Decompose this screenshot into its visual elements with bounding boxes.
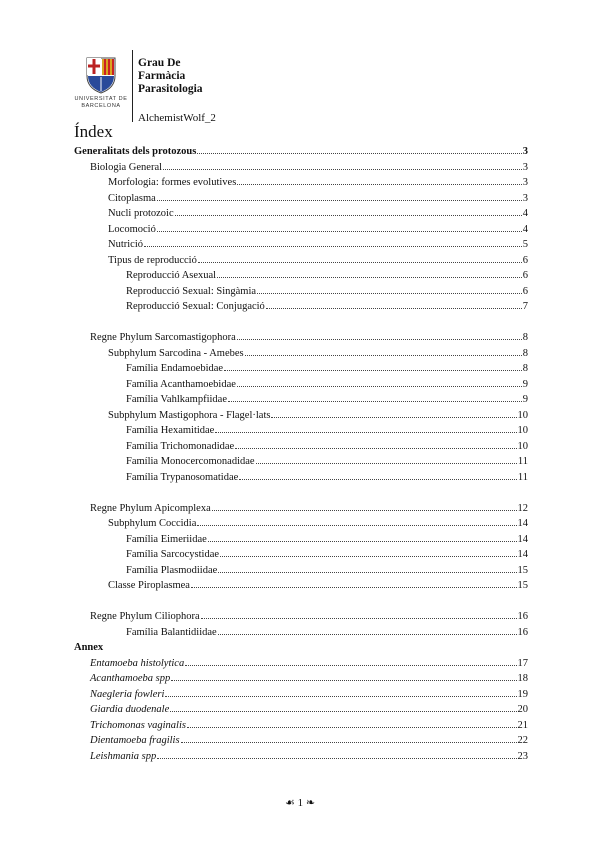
toc-page-number: 6 <box>522 270 528 281</box>
header-text <box>138 57 216 124</box>
toc-entry-title: Família Plasmodiidae <box>126 564 218 576</box>
toc-dot-leader <box>228 401 522 402</box>
toc-page-number: 12 <box>517 502 528 514</box>
toc-entry-title: Reproducció Asexual <box>126 270 217 281</box>
toc-dot-leader <box>157 231 522 232</box>
toc-spacer <box>74 487 528 503</box>
toc-entry-title: Família Balantidiidae <box>126 626 217 638</box>
toc-entry[interactable] <box>74 503 528 519</box>
toc-entry-title: Trichomonas vaginalis <box>90 719 186 731</box>
toc-entry[interactable] <box>74 720 528 736</box>
toc-page-number: 11 <box>517 456 528 467</box>
toc-page-number: 7 <box>522 301 528 312</box>
toc-dot-leader <box>271 417 516 418</box>
toc-entry[interactable] <box>74 751 528 767</box>
toc-dot-leader <box>245 355 522 356</box>
toc-dot-leader <box>217 277 522 278</box>
toc-dot-leader <box>181 742 517 743</box>
toc-page-number: 3 <box>522 161 528 173</box>
toc-entry-title: Biologia General <box>90 161 163 173</box>
toc-page-number: 18 <box>517 673 528 684</box>
toc-entry[interactable] <box>74 332 528 348</box>
toc-entry-title: Giardia duodenale <box>90 704 170 715</box>
toc-entry-title: Subphylum Sarcodina - Amebes <box>108 347 244 359</box>
toc-page-number: 3 <box>522 177 528 188</box>
toc-dot-leader <box>212 510 517 511</box>
university-logo <box>74 56 128 112</box>
toc-page-number: 21 <box>517 719 528 731</box>
toc-entry[interactable] <box>74 162 528 178</box>
toc-entry[interactable] <box>74 177 528 193</box>
toc-entry-title: Entamoeba histolytica <box>90 657 185 669</box>
toc-spacer <box>74 596 528 612</box>
toc-dot-leader <box>266 308 522 309</box>
toc-entry[interactable] <box>74 193 528 209</box>
toc-section-heading <box>74 642 528 658</box>
toc-dot-leader <box>185 665 516 666</box>
toc-entry-title: Regne Phylum Apicomplexa <box>90 502 211 514</box>
toc-entry[interactable] <box>74 239 528 255</box>
toc-dot-leader <box>215 432 516 433</box>
toc-dot-leader <box>187 727 517 728</box>
toc-entry[interactable] <box>74 348 528 364</box>
toc-dot-leader <box>171 680 516 681</box>
toc-entry[interactable] <box>74 363 528 379</box>
toc-page-number: 22 <box>517 735 528 746</box>
toc-dot-leader <box>218 572 516 573</box>
toc-entry-title: Classe Piroplasmea <box>108 580 190 591</box>
toc-entry[interactable] <box>74 704 528 720</box>
toc-entry[interactable] <box>74 518 528 534</box>
toc-entry-title: Família Monocercomonadidae <box>126 456 255 467</box>
toc-entry-title: Subphylum Mastigophora - Flagel·lats <box>108 409 271 421</box>
toc-entry-title: Reproducció Sexual: Conjugació <box>126 301 265 312</box>
toc-entry-title: Família Acanthamoebidae <box>126 378 236 390</box>
toc-entry[interactable] <box>74 425 528 441</box>
toc-dot-leader <box>239 479 517 480</box>
toc-dot-leader <box>157 758 516 759</box>
toc-entry-title: Acanthamoeba spp <box>90 673 171 684</box>
toc-dot-leader <box>165 696 516 697</box>
toc-page-number: 3 <box>522 192 528 204</box>
toc-entry[interactable] <box>74 208 528 224</box>
toc-entry[interactable] <box>74 270 528 286</box>
toc-entry-title: Locomoció <box>108 223 156 235</box>
toc-entry-title: Subphylum Coccidia <box>108 518 197 529</box>
toc-page-number: 10 <box>517 440 528 452</box>
toc-entry[interactable] <box>74 410 528 426</box>
toc-entry-title: Família Vahlkampfiidae <box>126 394 227 405</box>
toc-entry[interactable] <box>74 534 528 550</box>
author-name: AlchemistWolf_2 <box>138 112 216 124</box>
toc-spacer <box>74 317 528 333</box>
crest-icon <box>84 56 118 94</box>
toc-dot-leader <box>256 463 517 464</box>
toc-dot-leader <box>201 618 517 619</box>
subject-name: Parasitologia <box>138 83 203 95</box>
toc-entry-title: Annex <box>74 642 104 653</box>
toc-dot-leader <box>235 448 516 449</box>
toc-entry[interactable] <box>74 255 528 271</box>
toc-page-number: 3 <box>522 146 528 157</box>
toc-entry-title: Regne Phylum Sarcomastigophora <box>90 332 236 343</box>
toc-entry[interactable] <box>74 394 528 410</box>
toc-page-number: 4 <box>522 208 528 219</box>
toc-page-number: 5 <box>522 239 528 250</box>
toc-page-number: 6 <box>522 285 528 297</box>
toc-dot-leader <box>218 634 517 635</box>
toc-entry-title: Leishmania spp <box>90 750 157 762</box>
toc-entry[interactable] <box>74 627 528 643</box>
toc-entry[interactable] <box>74 301 528 317</box>
toc-entry[interactable] <box>74 611 528 627</box>
toc-entry[interactable] <box>74 735 528 751</box>
toc-entry-title: Tipus de reproducció <box>108 254 197 266</box>
toc-entry[interactable] <box>74 224 528 240</box>
toc-page-number: 14 <box>517 518 528 529</box>
table-of-contents <box>74 146 528 766</box>
toc-dot-leader <box>191 587 517 588</box>
toc-dot-leader <box>157 200 522 201</box>
toc-dot-leader <box>198 262 522 263</box>
toc-entry-title: Família Sarcocystidae <box>126 549 220 560</box>
toc-dot-leader <box>197 525 516 526</box>
toc-entry-title: Família Trichomonadidae <box>126 440 235 452</box>
toc-entry[interactable] <box>74 379 528 395</box>
toc-entry[interactable] <box>74 580 528 596</box>
toc-page-number: 20 <box>517 704 528 715</box>
toc-page-number: 10 <box>517 425 528 436</box>
toc-entry-title: Dientamoeba fragilis <box>90 735 180 746</box>
page-number: ☙ 1 ❧ <box>284 797 316 809</box>
course-name: Grau De Farmàcia <box>138 57 186 82</box>
toc-page-number: 8 <box>522 363 528 374</box>
toc-entry[interactable] <box>74 472 528 488</box>
toc-dot-leader <box>237 386 522 387</box>
toc-dot-leader <box>208 541 517 542</box>
page-title: Índex <box>74 122 113 141</box>
toc-entry-title: Família Hexamitidae <box>126 425 215 436</box>
toc-page-number: 9 <box>522 378 528 390</box>
toc-page-number: 8 <box>522 347 528 359</box>
toc-entry-title: Morfologia: formes evolutives <box>108 177 237 188</box>
toc-entry[interactable] <box>74 441 528 457</box>
toc-dot-leader <box>197 153 521 154</box>
toc-page-number: 9 <box>522 394 528 405</box>
toc-entry[interactable] <box>74 456 528 472</box>
toc-page-number: 15 <box>517 580 528 591</box>
toc-page-number: 17 <box>517 657 528 669</box>
toc-dot-leader <box>163 169 522 170</box>
toc-page-number: 11 <box>517 471 528 483</box>
toc-entry-title: Naegleria fowleri <box>90 688 165 700</box>
toc-entry[interactable] <box>74 658 528 674</box>
toc-entry-title: Família Eimeriidae <box>126 533 207 545</box>
toc-page-number: 4 <box>522 223 528 235</box>
toc-dot-leader <box>175 215 522 216</box>
toc-dot-leader <box>257 293 522 294</box>
toc-entry-title: Citoplasma <box>108 192 156 204</box>
toc-entry-title: Família Endamoebidae <box>126 363 224 374</box>
toc-dot-leader <box>237 339 522 340</box>
toc-page-number: 16 <box>517 611 528 622</box>
toc-page-number: 19 <box>517 688 528 700</box>
toc-entry[interactable] <box>74 673 528 689</box>
toc-dot-leader <box>220 556 516 557</box>
toc-entry-title: Reproducció Sexual: Singàmia <box>126 285 257 297</box>
toc-page-number: 23 <box>517 750 528 762</box>
toc-page-number: 8 <box>522 332 528 343</box>
toc-entry[interactable] <box>74 146 528 162</box>
header-divider <box>132 50 133 122</box>
toc-entry[interactable] <box>74 565 528 581</box>
toc-entry[interactable] <box>74 689 528 705</box>
logo-text-line1: UNIVERSITAT DE <box>74 96 128 102</box>
toc-dot-leader <box>170 711 516 712</box>
toc-entry-title: Família Trypanosomatidae <box>126 471 239 483</box>
toc-page-number: 15 <box>517 564 528 576</box>
toc-dot-leader <box>237 184 521 185</box>
toc-entry-title: Regne Phylum Ciliophora <box>90 611 200 622</box>
toc-page-number: 6 <box>522 254 528 266</box>
toc-entry-title: Nutrició <box>108 239 143 250</box>
toc-entry-title: Nucli protozoic <box>108 208 174 219</box>
toc-entry[interactable] <box>74 286 528 302</box>
toc-page-number: 16 <box>517 626 528 638</box>
toc-page-number: 10 <box>517 409 528 421</box>
toc-entry-title: Generalitats dels protozous <box>74 146 197 157</box>
toc-dot-leader <box>144 246 522 247</box>
logo-text-line2: BARCELONA <box>81 103 121 109</box>
toc-page-number: 14 <box>517 533 528 545</box>
toc-dot-leader <box>224 370 522 371</box>
toc-entry[interactable] <box>74 549 528 565</box>
toc-page-number: 14 <box>517 549 528 560</box>
